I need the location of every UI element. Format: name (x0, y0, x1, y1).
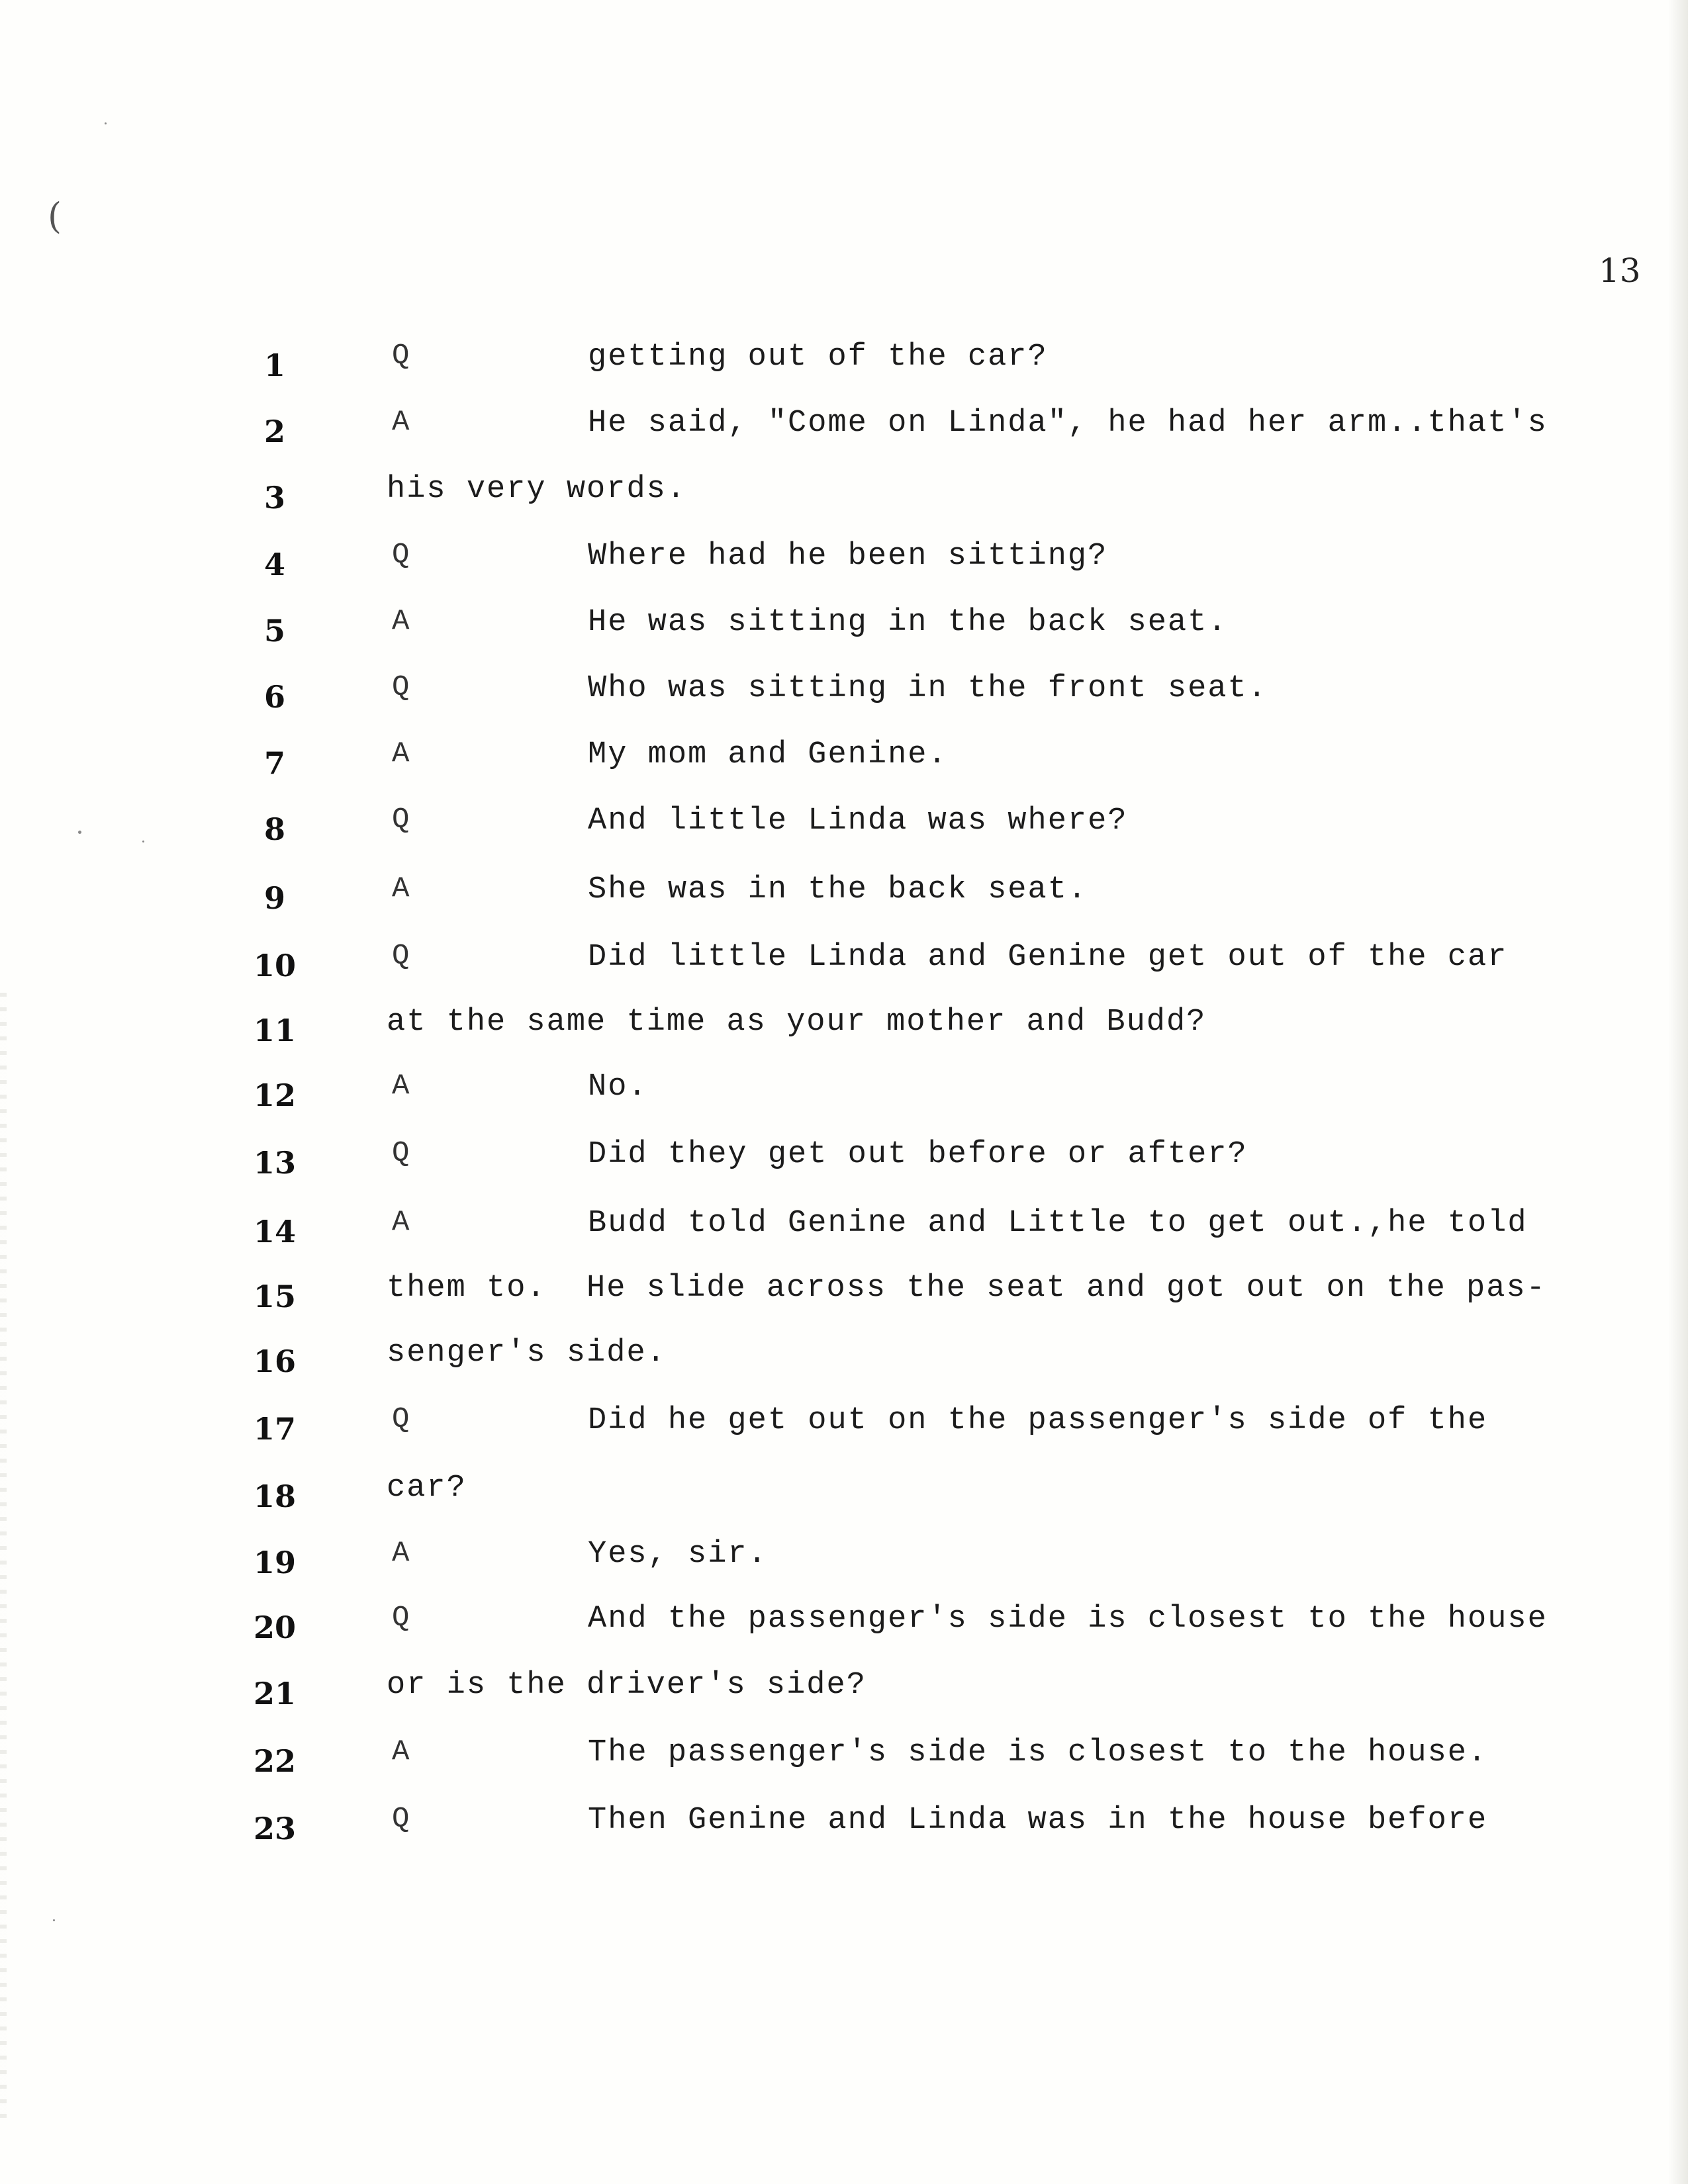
transcript-line (0, 1206, 1688, 1280)
line-text: Budd told Genine and Little to get out.,he told (588, 1206, 1528, 1241)
speaker-marker: A (392, 1206, 410, 1239)
line-text: And little Linda was where? (588, 803, 1128, 839)
scan-speck (53, 1919, 55, 1921)
speaker-marker: Q (392, 940, 410, 973)
line-text: Where had he been sitting? (588, 539, 1108, 574)
transcript-line (0, 1069, 1688, 1144)
line-text: Then Genine and Linda was in the house before (588, 1803, 1488, 1838)
line-text: The passenger's side is closest to the house. (588, 1735, 1488, 1770)
line-text: He was sitting in the back seat. (588, 605, 1228, 640)
line-number: 21 (253, 1676, 296, 1711)
line-number: 13 (253, 1145, 296, 1181)
line-number: 16 (253, 1343, 296, 1379)
transcript-line (0, 1735, 1688, 1809)
line-number: 2 (263, 414, 285, 449)
speaker-marker: Q (392, 671, 410, 704)
transcript-line (0, 940, 1688, 1014)
line-text: And the passenger's side is closest to the house (588, 1602, 1548, 1637)
speaker-marker: Q (392, 803, 410, 837)
line-text: his very words. (387, 472, 687, 507)
line-text: My mom and Genine. (588, 737, 948, 772)
line-text: He said, "Come on Linda", he had her arm..that's (588, 406, 1548, 441)
line-text: Did they get out before or after? (588, 1137, 1248, 1172)
speaker-marker: Q (392, 539, 410, 572)
speaker-marker: Q (392, 1803, 410, 1836)
transcript-line (0, 737, 1688, 811)
transcript-line (0, 803, 1688, 878)
transcript-line (0, 1803, 1688, 1877)
transcript-line (0, 1668, 1688, 1742)
line-text: Did little Linda and Genine get out of the car (588, 940, 1508, 975)
transcript-line (0, 340, 1688, 414)
line-text: getting out of the car? (588, 340, 1048, 375)
line-text: Yes, sir. (588, 1537, 768, 1572)
scan-speck (105, 122, 107, 124)
page-number: 13 (1599, 251, 1641, 290)
line-text: She was in the back seat. (588, 872, 1088, 907)
line-number: 22 (253, 1743, 296, 1779)
speaker-marker: A (392, 406, 410, 439)
line-number: 19 (253, 1545, 296, 1580)
line-number: 12 (253, 1077, 296, 1113)
line-number: 7 (263, 745, 285, 781)
line-text: them to. He slide across the seat and got out on the pas- (387, 1271, 1546, 1306)
speaker-marker: Q (392, 1403, 410, 1436)
transcript-line (0, 872, 1688, 946)
transcript-line (0, 1137, 1688, 1211)
margin-mark: ( (48, 195, 62, 237)
line-text: car? (387, 1471, 467, 1506)
line-text: senger's side. (387, 1336, 667, 1371)
transcript-line (0, 1602, 1688, 1676)
transcript-line (0, 1471, 1688, 1545)
line-number: 11 (253, 1013, 296, 1048)
line-number: 8 (263, 811, 285, 847)
line-number: 5 (263, 613, 285, 649)
speaker-marker: A (392, 737, 410, 770)
speaker-marker: A (392, 605, 410, 638)
line-number: 10 (253, 948, 296, 983)
speaker-marker: Q (392, 1137, 410, 1170)
line-number: 15 (253, 1279, 296, 1314)
line-number: 14 (253, 1214, 296, 1250)
transcript-line (0, 605, 1688, 679)
line-number: 4 (263, 547, 285, 582)
transcript-line (0, 1336, 1688, 1410)
transcript-line (0, 1271, 1688, 1345)
line-number: 18 (253, 1479, 296, 1514)
line-number: 1 (263, 347, 285, 383)
transcript-line (0, 1403, 1688, 1477)
line-number: 6 (263, 679, 285, 715)
speaker-marker: Q (392, 1602, 410, 1635)
line-number: 9 (263, 880, 285, 916)
line-text: Did he get out on the passenger's side of the (588, 1403, 1488, 1438)
transcript-line (0, 1005, 1688, 1079)
transcript-line (0, 539, 1688, 613)
line-text: No. (588, 1069, 648, 1105)
speaker-marker: Q (392, 340, 410, 373)
line-number: 3 (263, 480, 285, 516)
line-number: 20 (253, 1610, 296, 1645)
line-text: or is the driver's side? (387, 1668, 867, 1703)
transcript-line (0, 1537, 1688, 1611)
transcript-line (0, 671, 1688, 745)
transcript-line (0, 406, 1688, 480)
line-number: 23 (253, 1811, 296, 1846)
speaker-marker: A (392, 1735, 410, 1768)
speaker-marker: A (392, 1537, 410, 1570)
speaker-marker: A (392, 1069, 410, 1103)
line-text: at the same time as your mother and Budd? (387, 1005, 1207, 1040)
transcript-line (0, 472, 1688, 546)
line-number: 17 (253, 1411, 296, 1447)
line-text: Who was sitting in the front seat. (588, 671, 1268, 706)
speaker-marker: A (392, 872, 410, 905)
